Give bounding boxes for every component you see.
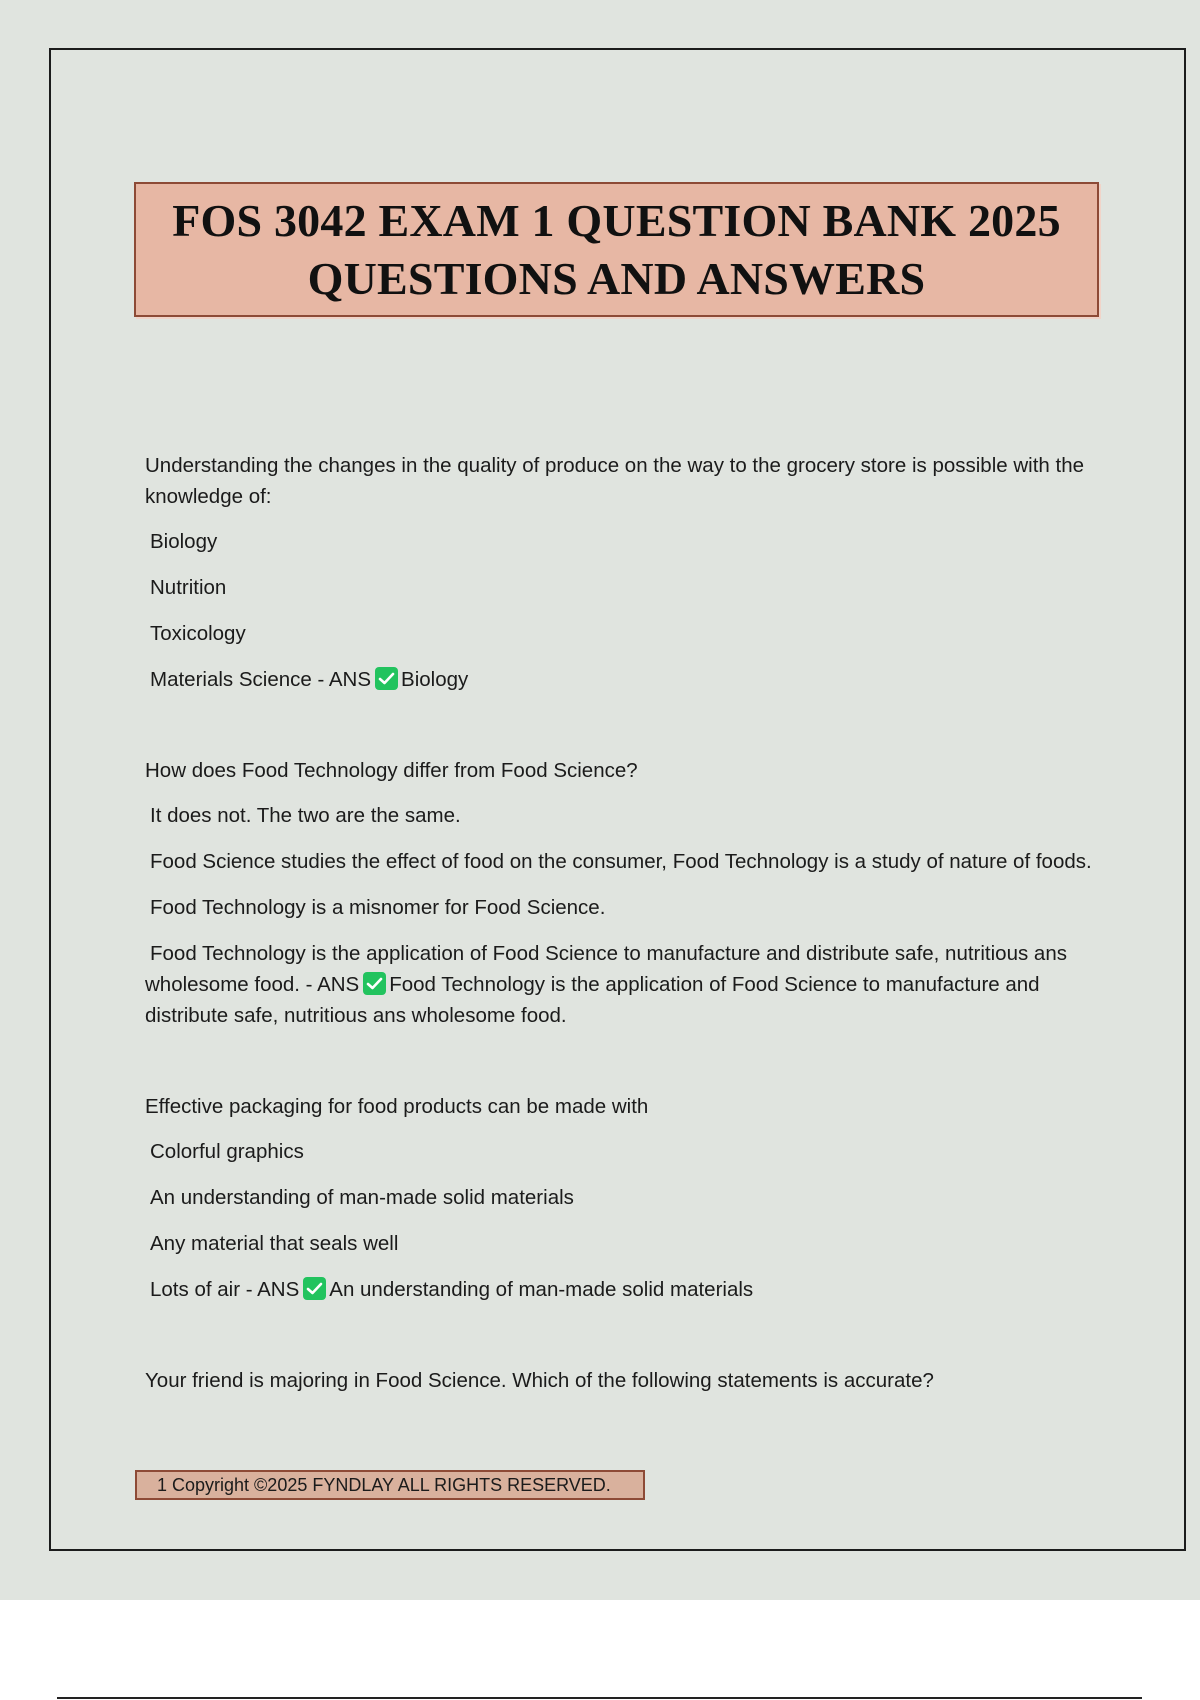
answer-line: [145, 664, 1095, 695]
option: Nutrition: [150, 576, 227, 599]
title-banner: [134, 182, 1099, 317]
option: Any material that seals well: [150, 1232, 399, 1255]
divider: [57, 1697, 1142, 1699]
option: Biology: [150, 530, 218, 553]
check-icon: [303, 1277, 326, 1300]
question-text: Your friend is majoring in Food Science. Which of the following statements is accurate?: [145, 1369, 934, 1392]
question-block-4: [145, 1365, 1095, 1396]
option-text: Materials Science - ANS: [150, 668, 372, 691]
answer-text: Biology: [401, 668, 469, 691]
answer-text: An understanding of man-made solid materials: [329, 1278, 754, 1301]
check-icon: [375, 667, 398, 690]
answer-line: [145, 1274, 1095, 1305]
option-text: Lots of air - ANS: [150, 1278, 300, 1301]
option: It does not. The two are the same.: [150, 804, 461, 827]
copyright-footer: 1 Copyright ©2025 FYNDLAY ALL RIGHTS RESERVED.: [135, 1470, 645, 1500]
option: Food Science studies the effect of food on the consumer, Food Technology is a study of nature of foods.: [150, 850, 1092, 873]
question-list: [145, 450, 1095, 1456]
title-line-1: FOS 3042 EXAM 1 QUESTION BANK 2025: [172, 194, 1061, 246]
question-text: Effective packaging for food products can be made with: [145, 1095, 649, 1118]
title-line-2: QUESTIONS AND ANSWERS: [307, 252, 926, 304]
question-block-2: [145, 755, 1095, 1031]
check-icon: [363, 972, 386, 995]
page-title: [172, 192, 1061, 308]
answer-text: Food Technology is the application of Food Science to manufacture and distribute safe, nutritious ans wholesome food.: [145, 973, 1040, 1027]
option: Food Technology is a misnomer for Food Science.: [150, 896, 606, 919]
option-text: Food Technology is the application of Food Science to manufacture and distribute safe, nutritious ans wholesome food. - ANS: [145, 942, 1067, 996]
option: Toxicology: [150, 622, 246, 645]
question-text: Understanding the changes in the quality of produce on the way to the grocery store is possible with the knowledge of:: [145, 454, 1085, 508]
option: An understanding of man-made solid materials: [150, 1186, 574, 1209]
answer-line: [145, 938, 1095, 1031]
option: Colorful graphics: [150, 1140, 304, 1163]
question-block-1: [145, 450, 1095, 695]
question-block-3: [145, 1091, 1095, 1305]
question-text: How does Food Technology differ from Food Science?: [145, 759, 638, 782]
